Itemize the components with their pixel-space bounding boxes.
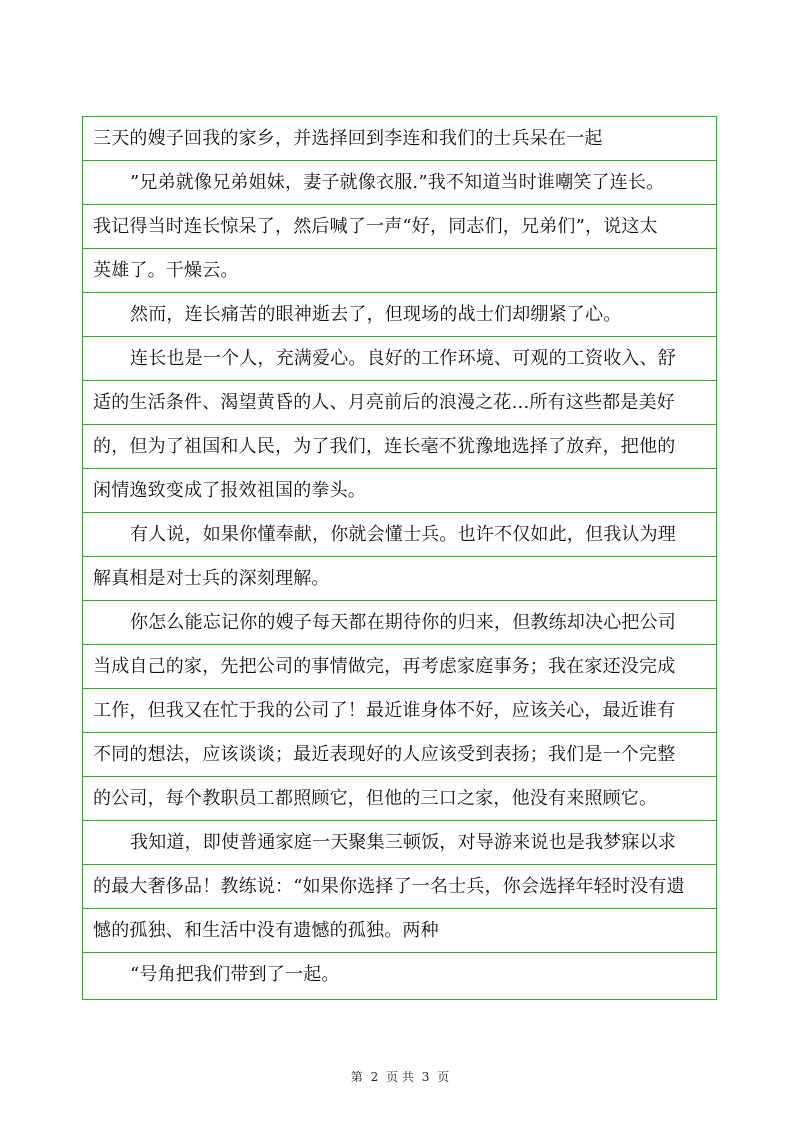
footer-middle: 页 共: [386, 1070, 414, 1084]
text-line: 连长也是一个人，充满爱心。良好的工作环境、可观的工资收入、舒: [130, 348, 676, 369]
footer-prefix: 第: [350, 1070, 363, 1084]
rule-line: [83, 468, 716, 469]
text-line: 适的生活条件、渴望黄昏的人、月亮前后的浪漫之花...所有这些都是美好: [93, 392, 675, 413]
text-line: 的，但为了祖国和人民，为了我们，连长毫不犹豫地选择了放弃，把他的: [93, 436, 676, 457]
text-line: 当成自己的家，先把公司的事情做完，再考虑家庭事务；我在家还没完成: [93, 656, 676, 677]
text-line: 的最大奢侈品！教练说：“如果你选择了一名士兵，你会选择年轻时没有遗: [93, 876, 685, 897]
text-line: 闲情逸致变成了报效祖国的拳头。: [93, 480, 366, 501]
text-line: 有人说，如果你懂奉献，你就会懂士兵。也许不仅如此，但我认为理: [130, 524, 676, 545]
text-line: 工作，但我又在忙于我的公司了！最近谁身体不好，应该关心，最近谁有: [93, 700, 676, 721]
rule-line: [83, 556, 716, 557]
text-line: 解真相是对士兵的深刻理解。: [93, 568, 330, 589]
rule-line: [83, 820, 716, 821]
text-line: 三天的嫂子回我的家乡，并选择回到李连和我们的士兵呆在一起: [93, 128, 603, 149]
rule-line: [83, 292, 716, 293]
text-line: 我记得当时连长惊呆了，然后喊了一声“好，同志们，兄弟们”，说这太: [93, 216, 658, 237]
rule-line: [83, 380, 716, 381]
text-line: 不同的想法，应该谈谈；最近表现好的人应该受到表扬；我们是一个完整: [93, 744, 676, 765]
rule-line: [83, 688, 716, 689]
text-line: 英雄了。干燥云。: [93, 260, 239, 281]
current-page-number: 2: [370, 1070, 379, 1084]
rule-line: [83, 160, 716, 161]
ruled-text-box: [82, 116, 717, 1000]
rule-line: [83, 204, 716, 205]
rule-line: [83, 336, 716, 337]
rule-line: [83, 600, 716, 601]
text-line: ”兄弟就像兄弟姐妹，妻子就像衣服.”我不知道当时谁嘲笑了连长。: [130, 172, 665, 193]
rule-line: [83, 424, 716, 425]
text-line: “号角把我们带到了一起。: [130, 964, 340, 985]
rule-line: [83, 732, 716, 733]
rule-line: [83, 644, 716, 645]
text-line: 我知道，即使普通家庭一天聚集三顿饭，对导游来说也是我梦寐以求: [130, 832, 676, 853]
rule-line: [83, 952, 716, 953]
rule-line: [83, 864, 716, 865]
text-line: 然而，连长痛苦的眼神逝去了，但现场的战士们却绷紧了心。: [130, 304, 622, 325]
rule-line: [83, 512, 716, 513]
total-pages-number: 3: [421, 1070, 430, 1084]
rule-line: [83, 776, 716, 777]
page-footer: [0, 1068, 800, 1085]
text-line: 你怎么能忘记你的嫂子每天都在期待你的归来，但教练却决心把公司: [130, 612, 676, 633]
rule-line: [83, 908, 716, 909]
text-line: 憾的孤独、和生活中没有遗憾的孤独。两种: [93, 920, 439, 941]
rule-line: [83, 248, 716, 249]
text-line: 的公司，每个教职员工都照顾它，但他的三口之家，他没有来照顾它。: [93, 788, 658, 809]
footer-suffix: 页: [437, 1070, 450, 1084]
